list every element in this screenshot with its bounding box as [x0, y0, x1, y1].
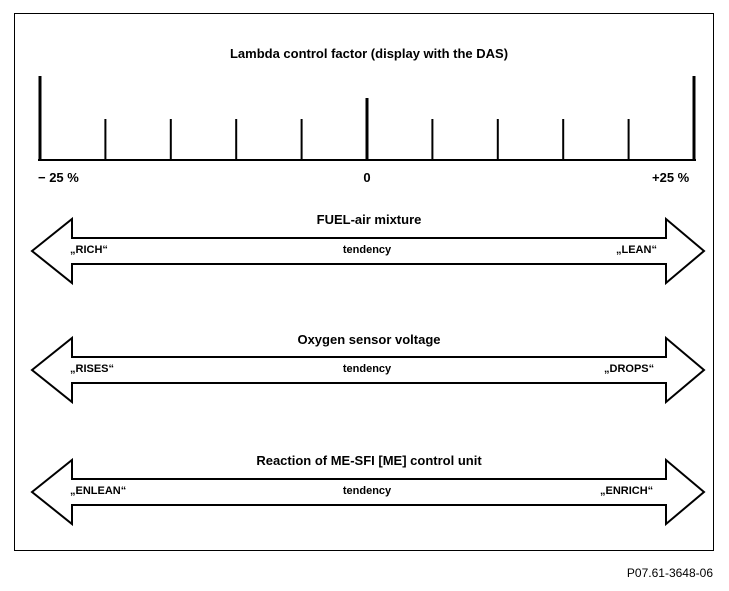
voltage-rises-label: „RISES“	[70, 363, 115, 375]
scale-ticks	[40, 76, 694, 160]
voltage-tendency-label: tendency	[342, 363, 392, 375]
fuel-air-rich-label: „RICH“	[70, 244, 108, 256]
fuel-air-tendency-label: tendency	[342, 244, 392, 256]
reaction-tendency-label: tendency	[342, 485, 392, 497]
scale-label-zero: 0	[363, 170, 371, 185]
fuel-air-mixture-title: FUEL-air mixture	[316, 212, 422, 227]
fuel-air-lean-label: „LEAN“	[616, 244, 657, 256]
reaction-enlean-label: „ENLEAN“	[70, 485, 127, 497]
reaction-enrich-label: „ENRICH“	[600, 485, 654, 497]
scale-label-max: +25 %	[652, 170, 690, 185]
voltage-drops-label: „DROPS“	[604, 363, 655, 375]
oxygen-sensor-voltage-title: Oxygen sensor voltage	[297, 332, 441, 347]
reference-code: P07.61-3648-06	[626, 566, 713, 580]
control-unit-reaction-title: Reaction of ME-SFI [ME] control unit	[256, 453, 482, 468]
scale-title: Lambda control factor (display with the DAS)	[229, 46, 509, 61]
scale-label-min: − 25 %	[38, 170, 79, 185]
